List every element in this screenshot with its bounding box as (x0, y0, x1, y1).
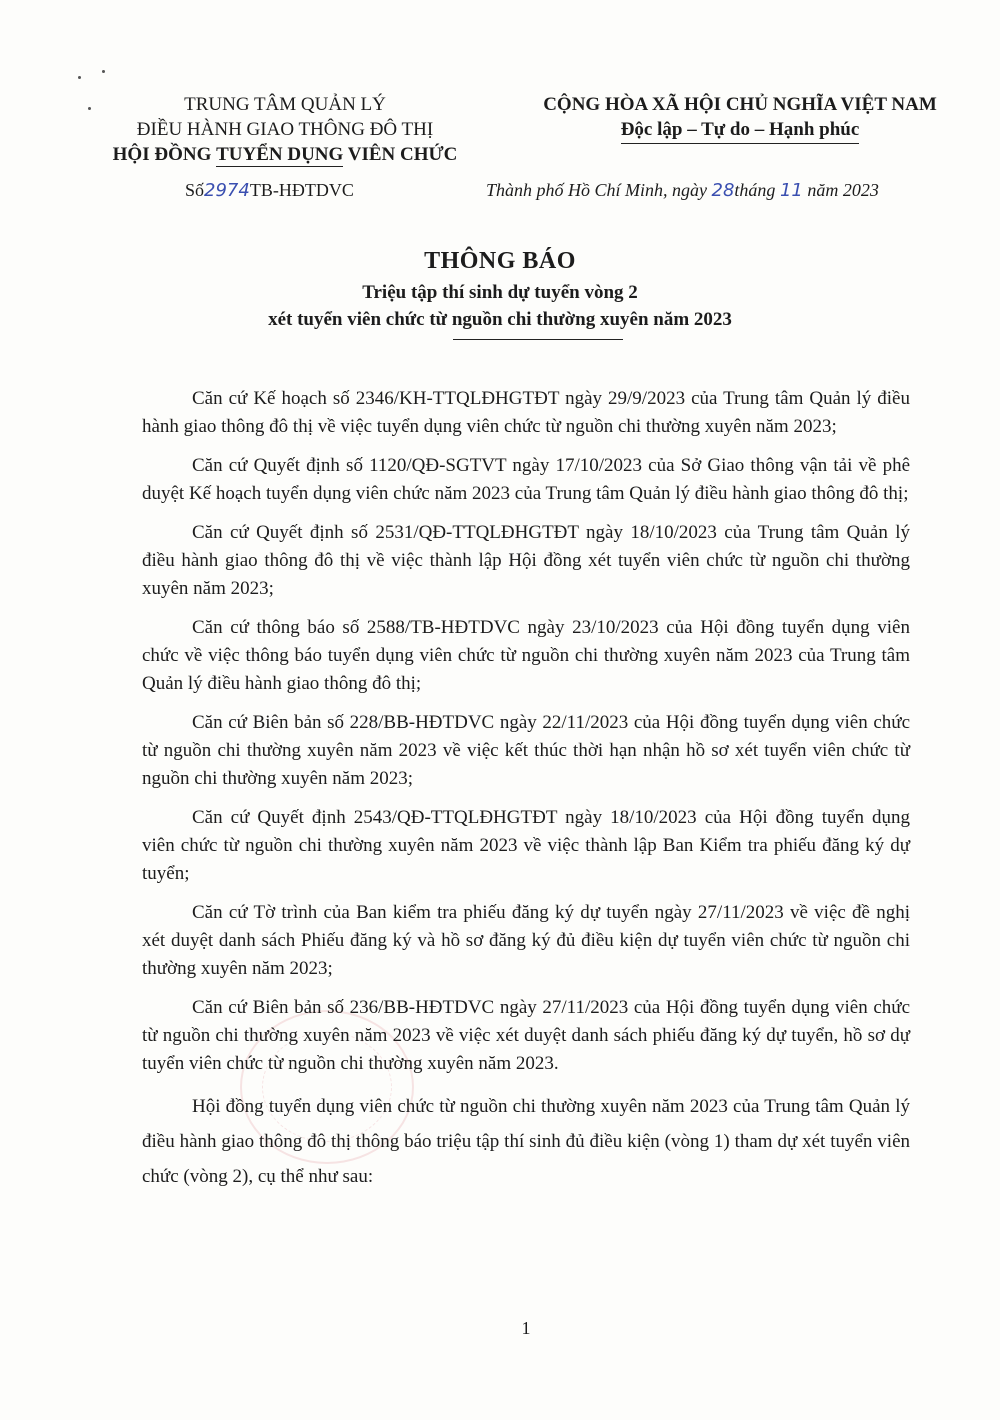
issuing-agency-header (60, 92, 510, 167)
scan-speck (78, 76, 81, 79)
place-and-date (486, 180, 879, 201)
body-paragraph-announcement: Hội đồng tuyển dụng viên chức từ nguồn chi thường xuyên năm 2023 của Trung tâm Quản lý điều hành giao thông đô thị thông báo triệu tập thí sinh đủ điều kiện (vòng 1) tham dự xét tuyển viên chức (vòng 2), cụ thể như sau: (142, 1096, 910, 1187)
title-underline-divider (453, 339, 623, 340)
scan-speck (102, 70, 105, 73)
place-date-part2: tháng (734, 180, 780, 200)
agency-line-3-prefix: HỘI ĐỒNG (112, 144, 217, 165)
document-subtitle-2: xét tuyển viên chức từ nguồn chi thường xuyên năm 2023 (268, 309, 732, 330)
national-header (480, 92, 1000, 144)
agency-line-2: ĐIỀU HÀNH GIAO THÔNG ĐÔ THỊ (136, 119, 434, 140)
body-paragraph: Căn cứ Biên bản số 236/BB-HĐTDVC ngày 27/11/2023 của Hội đồng tuyển dụng viên chức từ nguồn chi thường xuyên năm 2023 về việc xét duyệt danh sách phiếu đăng ký dự tuyển, hồ sơ dự tuyển viên chức từ nguồn chi thường xuyên năm 2023. (142, 997, 910, 1074)
date-day-handwritten: 28 (711, 180, 735, 201)
body-paragraph: Căn cứ Quyết định 2543/QĐ-TTQLĐHGTĐT ngày 18/10/2023 của Hội đồng tuyển dụng viên chức từ nguồn chi thường xuyên năm 2023 về việc thành lập Ban Kiểm tra phiếu đăng ký dự tuyển; (142, 807, 910, 884)
place-date-part3: năm 2023 (802, 180, 879, 200)
doc-number-suffix: TB-HĐTDVC (249, 180, 354, 200)
document-title-block (0, 243, 1000, 333)
body-paragraph: Căn cứ Tờ trình của Ban kiểm tra phiếu đăng ký dự tuyển ngày 27/11/2023 về việc đề nghị xét duyệt danh sách Phiếu đăng ký và hồ sơ đăng ký đủ điều kiện dự tuyển viên chức từ nguồn chi thường xuyên năm 2023; (142, 902, 910, 979)
document-title: THÔNG BÁO (424, 248, 576, 274)
doc-number-prefix: Số (185, 180, 205, 200)
body-paragraph: Căn cứ Quyết định số 2531/QĐ-TTQLĐHGTĐT ngày 18/10/2023 của Trung tâm Quản lý điều hành giao thông đô thị về việc thành lập Hội đồng xét tuyển viên chức từ nguồn chi thường xuyên năm 2023; (142, 522, 910, 599)
national-motto: Độc lập – Tự do – Hạnh phúc (621, 119, 860, 144)
date-month-handwritten: 11 (779, 180, 803, 201)
doc-number-handwritten: 2974 (204, 180, 250, 201)
document-subtitle-1: Triệu tập thí sinh dự tuyển vòng 2 (362, 282, 638, 303)
country-name: CỘNG HÒA XÃ HỘI CHỦ NGHĨA VIỆT NAM (543, 94, 937, 115)
page-number: 1 (521, 1318, 531, 1338)
place-date-part1: Thành phố Hồ Chí Minh, ngày (486, 180, 712, 200)
body-paragraph: Căn cứ Biên bản số 228/BB-HĐTDVC ngày 22/11/2023 của Hội đồng tuyển dụng viên chức từ nguồn chi thường xuyên năm 2023 về việc kết thúc thời hạn nhận hồ sơ xét tuyển viên chức từ nguồn chi thường xuyên năm 2023; (142, 712, 910, 789)
agency-line-3-underlined: TUYỂN DỤNG (216, 144, 344, 165)
document-number (185, 180, 354, 201)
body-paragraph: Căn cứ thông báo số 2588/TB-HĐTDVC ngày 23/10/2023 của Hội đồng tuyển dụng viên chức về việc thông báo tuyển dụng viên chức từ nguồn chi thường xuyên năm 2023 của Trung tâm Quản lý điều hành giao thông đô thị; (142, 617, 910, 694)
body-paragraph: Căn cứ Quyết định số 1120/QĐ-SGTVT ngày 17/10/2023 của Sở Giao thông vận tải về phê duyệt Kế hoạch tuyển dụng viên chức năm 2023 của Trung tâm Quản lý điều hành giao thông đô thị; (142, 455, 910, 504)
document-body (142, 385, 910, 1205)
agency-line-1: TRUNG TÂM QUẢN LÝ (184, 94, 386, 115)
agency-line-3-suffix: VIÊN CHỨC (343, 144, 458, 165)
agency-line-3 (60, 142, 510, 167)
body-paragraph: Căn cứ Kế hoạch số 2346/KH-TTQLĐHGTĐT ngày 29/9/2023 của Trung tâm Quản lý điều hành giao thông đô thị về việc tuyển dụng viên chức từ nguồn chi thường xuyên năm 2023; (142, 388, 910, 437)
